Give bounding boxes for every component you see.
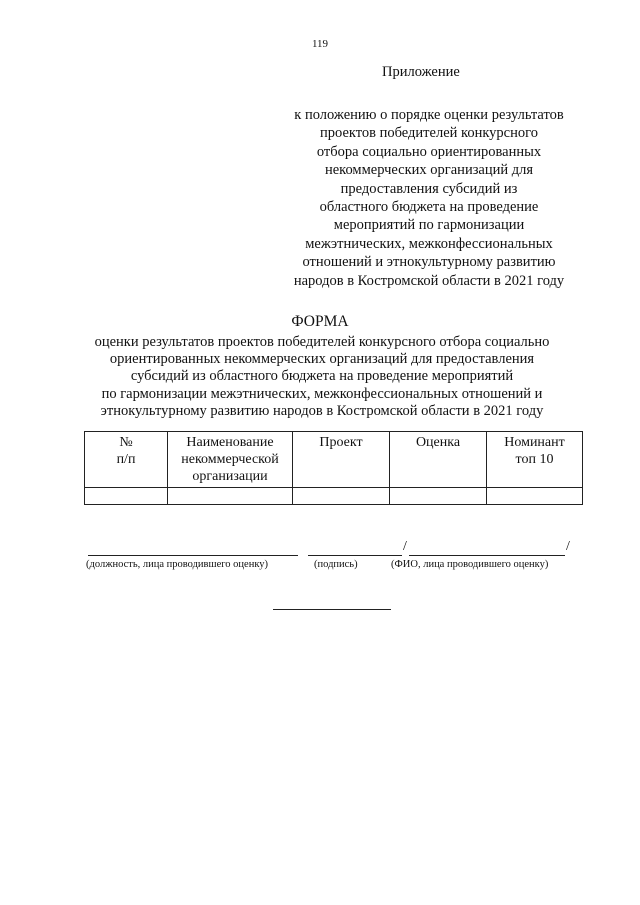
appendix-line: межэтнических, межконфессиональных [305,235,553,252]
header-number: № п/п [85,432,168,488]
appendix-title: Приложение [382,64,460,80]
position-signature-line[interactable] [88,555,298,556]
header-project: Проект [293,432,390,488]
appendix-line: некоммерческих организаций для [324,162,534,179]
form-subtitle-line: субсидий из областного бюджета на проведение мероприятий [130,368,514,385]
signature-line[interactable] [308,555,402,556]
form-subtitle-line: этнокультурному развитию народов в Костромской области в 2021 году [100,402,544,419]
full-name-signature-line[interactable] [409,555,565,556]
header-score: Оценка [390,432,487,488]
signature-caption: (подпись) [314,559,358,570]
appendix-line: к положению о порядке оценки результатов [294,107,564,123]
table-cell[interactable] [487,488,583,505]
header-organization-name: Наименование некоммерческой организации [168,432,293,488]
form-subtitle-line: оценки результатов проектов победителей конкурсного отбора социально [94,334,550,350]
appendix-line: проектов победителей конкурсного [320,125,538,142]
header-nominee-top10: Номинант топ 10 [487,432,583,488]
table-cell[interactable] [85,488,168,505]
table-cell[interactable] [390,488,487,505]
table-cell[interactable] [293,488,390,505]
appendix-line: отношений и этнокультурному развитию [302,254,556,271]
appendix-line: областного бюджета на проведение [319,199,539,216]
appendix-text [270,106,588,290]
appendix-line: народов в Костромской области в 2021 году [293,272,565,289]
signature-slash: / [403,539,407,554]
form-title: ФОРМА [291,313,349,330]
table-cell[interactable] [168,488,293,505]
end-divider [273,609,391,610]
appendix-line: мероприятий по гармонизации [333,217,525,234]
signature-slash: / [566,539,570,554]
form-subtitle-line: ориентированных некоммерческих организаций для предоставления [109,351,535,368]
appendix-line: отбора социально ориентированных [316,143,542,160]
table-header-row [85,432,583,488]
appendix-line: предоставления субсидий из [340,180,518,197]
evaluation-table [84,431,583,505]
position-caption: (должность, лица проводившего оценку) [86,559,269,570]
form-subtitle-line: по гармонизации межэтнических, межконфессиональных отношений и [101,385,543,402]
full-name-caption: (ФИО, лица проводившего оценку) [391,559,549,570]
table-row [85,488,583,505]
form-subtitle [72,334,572,420]
page-number: 119 [311,38,329,50]
